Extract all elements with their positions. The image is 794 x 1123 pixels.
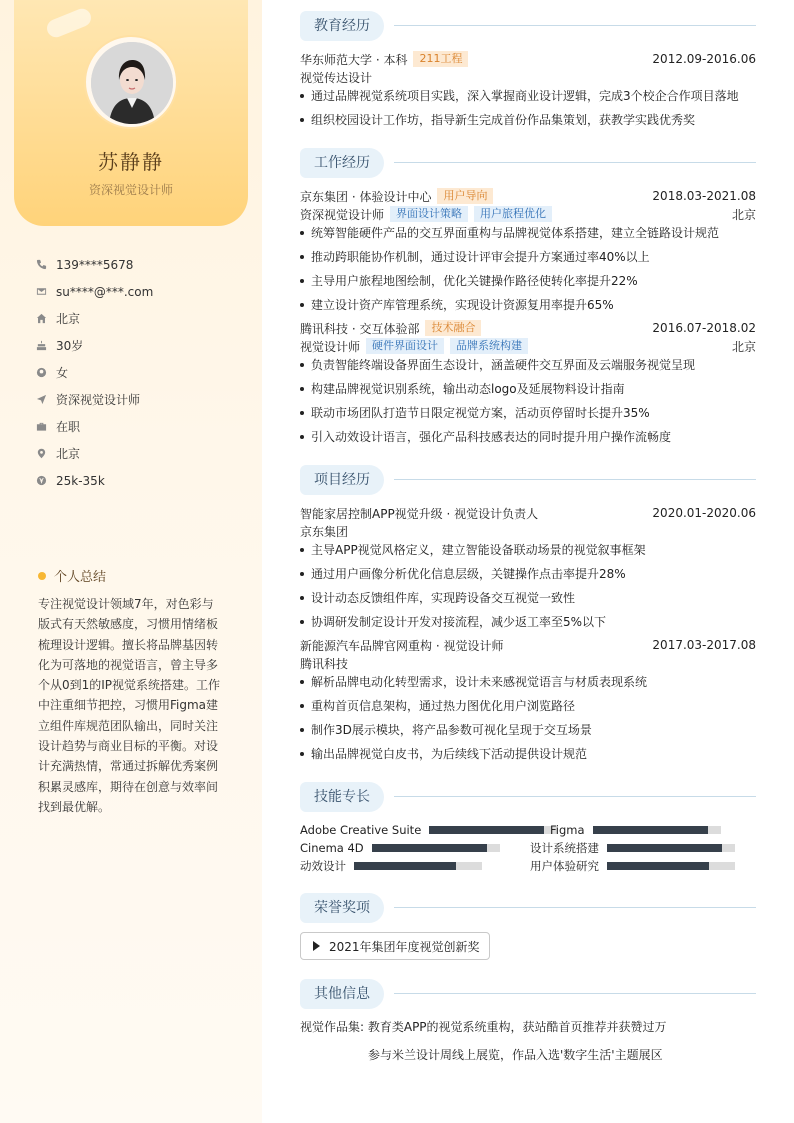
summary-heading — [38, 566, 106, 585]
education-header — [300, 51, 756, 67]
skill-name: 用户体验研究 — [530, 859, 599, 873]
profile-title: 资深视觉设计师 — [88, 183, 173, 197]
summary-line: 积累灵感库，期待在创意与效率间 — [38, 779, 219, 794]
job-city: 北京 — [731, 339, 756, 354]
skill-name: 设计系统搭建 — [530, 841, 599, 855]
project-org — [300, 655, 756, 671]
section-divider — [394, 162, 756, 163]
skill-item — [300, 841, 500, 855]
company-name: 腾讯科技 · 交互体验部 — [300, 321, 420, 336]
send-icon — [36, 394, 47, 405]
home-icon — [36, 313, 47, 324]
avatar-portrait-icon — [91, 42, 173, 124]
list-item: 通过用户画像分析优化信息层级，关键操作点击率提升28% — [300, 566, 756, 582]
school-name: 华东师范大学 · 本科 — [300, 52, 408, 67]
skill-name: Cinema 4D — [300, 841, 364, 855]
contact-text: 女 — [56, 366, 69, 380]
contact-text: 北京 — [56, 447, 81, 461]
briefcase-icon — [36, 421, 47, 432]
list-item: 组织校园设计工作坊，指导新生完成首份作品集策划，获教学实践优秀奖 — [300, 112, 756, 128]
section-divider — [394, 993, 756, 994]
summary-line: 设计趋势与商业目标的平衡。对设 — [38, 739, 219, 754]
summary-text — [38, 594, 222, 817]
summary-line: 梳理设计逻辑。擅长将品牌基因转 — [38, 637, 219, 652]
list-item: 解析品牌电动化转型需求，设计未来感视觉语言与材质表现系统 — [300, 674, 756, 690]
contact-text: 北京 — [56, 312, 81, 326]
section-projects — [300, 465, 756, 495]
project-org — [300, 523, 756, 539]
other-info-line: 视觉作品集: 教育类APP的视觉系统重构，获站酷首页推荐并获赞过万 — [300, 1020, 667, 1034]
project-period: 2020.01-2020.06 — [652, 506, 756, 520]
contact-list — [36, 251, 246, 494]
project-header — [300, 505, 756, 521]
section-work — [300, 148, 756, 178]
list-item: 推动跨职能协作机制，通过设计评审会提升方案通过率40%以上 — [300, 249, 756, 265]
list-item: 重构首页信息架构，通过热力图优化用户浏览路径 — [300, 698, 756, 714]
award-text: 2021年集团年度视觉创新奖 — [329, 939, 480, 954]
skill-item — [530, 841, 735, 855]
play-triangle-icon — [313, 941, 320, 951]
section-title: 教育经历 — [300, 11, 384, 41]
mail-icon — [36, 286, 47, 297]
section-title: 项目经历 — [300, 465, 384, 495]
summary-heading-text: 个人总结 — [54, 570, 107, 585]
section-divider — [394, 796, 756, 797]
project-header — [300, 637, 756, 653]
contact-status — [36, 413, 246, 440]
list-item: 联动市场团队打造节日限定视觉方案，活动页停留时长提升35% — [300, 405, 756, 421]
contact-gender — [36, 359, 246, 386]
project-name: 新能源汽车品牌官网重构 · 视觉设计师 — [300, 638, 504, 653]
list-item: 统筹智能硬件产品的交互界面重构与品牌视觉体系搭建，建立全链路设计规范 — [300, 225, 756, 241]
decorative-pill — [44, 6, 93, 40]
contact-location — [36, 440, 246, 467]
contact-text: 30岁 — [56, 339, 84, 353]
education-major — [300, 69, 756, 85]
summary-line: 立组件库规范团队输出，同时关注 — [38, 718, 219, 733]
salary-icon — [36, 475, 47, 486]
section-honors — [300, 893, 756, 923]
project-org-text: 京东集团 — [300, 524, 349, 539]
skill-tag: 硬件界面设计 — [366, 338, 444, 354]
job-role-row — [300, 338, 756, 354]
list-item: 主导用户旅程地图绘制，优化关键操作路径使转化率提升22% — [300, 273, 756, 289]
job-tag: 用户导向 — [437, 188, 493, 204]
skill-bar-fill — [354, 862, 456, 870]
job-period: 2018.03-2021.08 — [652, 189, 756, 203]
job-header — [300, 320, 756, 336]
contact-text: 139****5678 — [56, 257, 134, 272]
job-role-row — [300, 206, 756, 222]
other-info-line: 参与米兰设计周线上展览，作品入选'数字生活'主题展区 — [368, 1048, 663, 1062]
profile-name: 苏静静 — [98, 150, 164, 174]
skill-bar-fill — [607, 862, 709, 870]
contact-text: 在职 — [56, 420, 81, 434]
list-item: 建立设计资产库管理系统，实现设计资源复用率提升65% — [300, 297, 756, 313]
section-title: 技能专长 — [300, 782, 384, 812]
summary-line: 专注视觉设计领域7年，对色彩与 — [38, 597, 214, 611]
section-divider — [394, 25, 756, 26]
summary-line: 化为可落地的视觉语言，曾主导多 — [38, 657, 219, 672]
skill-name: Figma — [550, 823, 585, 837]
contact-city — [36, 305, 246, 332]
school-tag: 211工程 — [413, 51, 468, 67]
project-org-text: 腾讯科技 — [300, 656, 349, 671]
section-divider — [394, 907, 756, 908]
job-tag: 技术融合 — [425, 320, 481, 336]
skill-bar — [607, 862, 735, 870]
skill-bar-fill — [372, 844, 487, 852]
skill-item — [530, 859, 735, 873]
skill-tag: 界面设计策略 — [390, 206, 468, 222]
project-period: 2017.03-2017.08 — [652, 638, 756, 652]
skill-name: 动效设计 — [300, 859, 346, 873]
contact-age — [36, 332, 246, 359]
list-item: 主导APP视觉风格定义，建立智能设备联动场景的视觉叙事框架 — [300, 542, 756, 558]
skill-bar — [429, 826, 557, 834]
job-role: 资深视觉设计师 — [300, 207, 385, 222]
contact-phone — [36, 251, 246, 278]
summary-line: 个从0到1的IP视觉系统搭建。工作 — [38, 678, 221, 693]
section-education — [300, 11, 756, 41]
skill-bar — [372, 844, 500, 852]
location-pin-icon — [36, 448, 47, 459]
cake-icon — [36, 340, 47, 351]
section-other — [300, 979, 756, 1009]
phone-icon — [36, 259, 47, 270]
list-item: 构建品牌视觉识别系统，输出动态logo及延展物料设计指南 — [300, 381, 756, 397]
list-item: 制作3D展示模块，将产品参数可视化呈现于交互场景 — [300, 722, 756, 738]
major-text: 视觉传达设计 — [300, 70, 373, 85]
skill-bar — [354, 862, 482, 870]
skill-bar-fill — [593, 826, 708, 834]
contact-email — [36, 278, 246, 305]
list-item: 协调研发制定设计开发对接流程，减少返工率至5%以下 — [300, 614, 756, 630]
contact-text: 资深视觉设计师 — [56, 393, 141, 407]
skill-bar-fill — [607, 844, 722, 852]
section-divider — [394, 479, 756, 480]
skill-bar — [607, 844, 735, 852]
summary-line: 版式有天然敏感度，习惯用情绪板 — [38, 617, 219, 632]
job-header — [300, 188, 756, 204]
award-item — [300, 932, 490, 960]
skill-bar — [593, 826, 721, 834]
contact-text: 25k-35k — [56, 473, 105, 488]
job-period: 2016.07-2018.02 — [652, 321, 756, 335]
skill-name: Adobe Creative Suite — [300, 823, 422, 837]
section-title: 其他信息 — [300, 979, 384, 1009]
list-item: 设计动态反馈组件库，实现跨设备交互视觉一致性 — [300, 590, 756, 606]
skill-bar-fill — [429, 826, 544, 834]
skill-item — [550, 823, 721, 837]
project-name: 智能家居控制APP视觉升级 · 视觉设计负责人 — [300, 506, 539, 521]
avatar — [91, 42, 173, 124]
avatar-frame — [84, 35, 178, 129]
job-role: 视觉设计师 — [300, 339, 361, 354]
gender-icon — [36, 367, 47, 378]
list-item: 输出品牌视觉白皮书，为后续线下活动提供设计规范 — [300, 746, 756, 762]
list-item: 通过品牌视觉系统项目实践，深入掌握商业设计逻辑，完成3个校企合作项目落地 — [300, 88, 756, 104]
section-skills — [300, 782, 756, 812]
summary-line: 计充满热情，常通过拆解优秀案例 — [38, 759, 219, 774]
skill-item — [300, 859, 482, 873]
contact-text: su****@***.com — [56, 284, 154, 299]
summary-dot-icon — [38, 572, 46, 580]
summary-line: 中注重细节把控，习惯用Figma建 — [38, 698, 219, 713]
section-title: 工作经历 — [300, 148, 384, 178]
contact-position — [36, 386, 246, 413]
company-name: 京东集团 · 体验设计中心 — [300, 189, 432, 204]
education-period: 2012.09-2016.06 — [652, 52, 756, 66]
skill-tag: 品牌系统构建 — [450, 338, 528, 354]
job-city: 北京 — [731, 207, 756, 222]
skill-item — [300, 823, 557, 837]
list-item: 引入动效设计语言，强化产品科技感表达的同时提升用户操作流畅度 — [300, 429, 756, 445]
contact-salary — [36, 467, 246, 494]
list-item: 负责智能终端设备界面生态设计，涵盖硬件交互界面及云端服务视觉呈现 — [300, 357, 756, 373]
section-title: 荣誉奖项 — [300, 893, 384, 923]
sidebar — [0, 0, 262, 1123]
skill-tag: 用户旅程优化 — [474, 206, 552, 222]
summary-line: 找到最优解。 — [38, 799, 111, 814]
